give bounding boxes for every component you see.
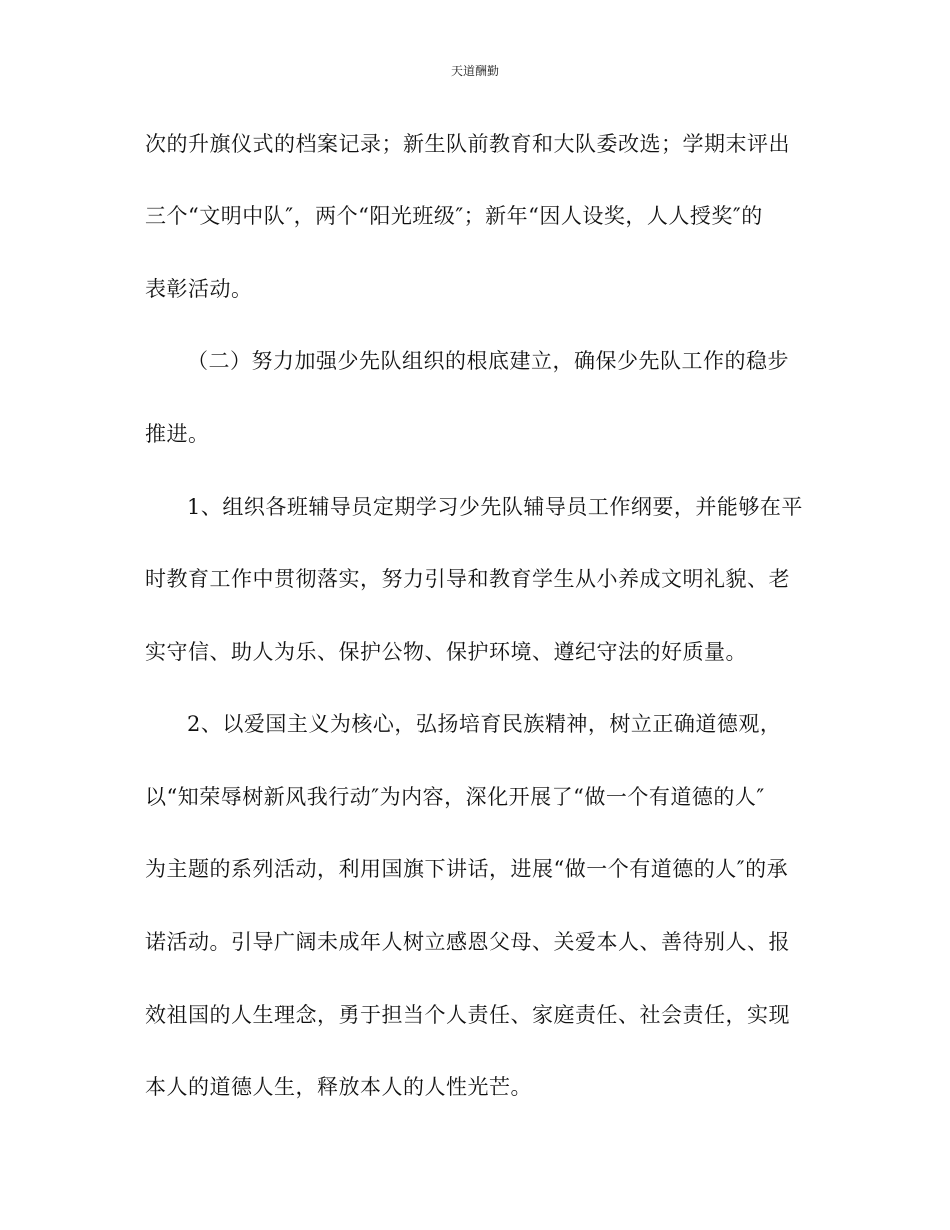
text-line: 实守信、助人为乐、保护公物、保护环境、遵纪守法的好质量。: [145, 640, 747, 664]
text-line: 效祖国的人生理念，勇于担当个人责任、家庭责任、社会责任，实现: [145, 1003, 790, 1027]
list-item-1-line: 1、组织各班辅导员定期学习少先队辅导员工作纲要，并能够在平: [187, 495, 803, 519]
text-line: 为主题的系列活动，利用国旗下讲话，进展“做一个有道德的人″的承: [145, 857, 789, 881]
text-line: 表彰活动。: [145, 277, 253, 301]
text-line: 推进。: [145, 422, 210, 446]
text-line: 本人的道德人生，释放本人的人性光芒。: [145, 1075, 532, 1099]
text-line: 诺活动。引导广阔未成年人树立感恩父母、关爱本人、善待别人、报: [145, 930, 790, 954]
text-line: 三个“文明中队″，两个“阳光班级″；新年“因人设奖，人人授奖″的: [145, 204, 763, 228]
text-line: 次的升旗仪式的档案记录；新生队前教育和大队委改选；学期末评出: [145, 132, 790, 156]
text-line: 以“知荣辱树新风我行动″为内容，深化开展了“做一个有道德的人″: [145, 785, 765, 809]
text-line: 时教育工作中贯彻落实，努力引导和教育学生从小养成文明礼貌、老: [145, 567, 790, 591]
list-item-2-line: 2、以爱国主义为核心，弘扬培育民族精神，树立正确道德观，: [187, 712, 782, 736]
section-heading-line: （二）努力加强少先队组织的根底建立，确保少先队工作的稳步: [187, 349, 789, 373]
page-header: 天道酬勤: [450, 64, 499, 78]
